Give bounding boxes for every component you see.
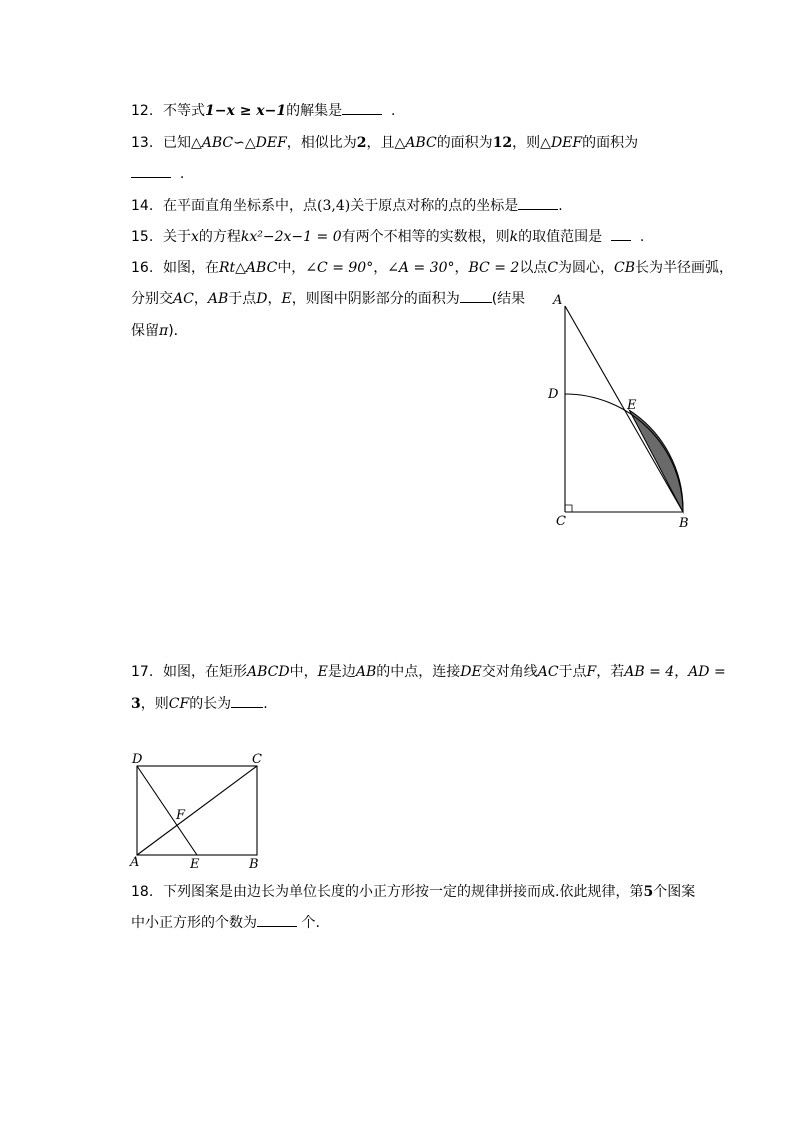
question-text: 下列图案是由边长为单位长度的小正方形按一定的规律拼接而成.依此规律，第 xyxy=(163,884,644,900)
segment-cf: CF xyxy=(168,696,190,712)
question-number: 17. xyxy=(131,664,154,680)
separator: ， xyxy=(454,260,469,276)
shaded-region xyxy=(629,410,683,512)
variable-x: x xyxy=(191,229,199,245)
question-text: 以点 xyxy=(519,260,548,276)
answer-blank[interactable] xyxy=(231,694,263,708)
answer-blank[interactable] xyxy=(518,196,558,210)
question-text: ，则图中阴影部分的面积为 xyxy=(291,291,460,307)
question-text: 中， xyxy=(277,260,306,276)
triangle-abc: △ABC xyxy=(394,135,437,151)
label-c: C xyxy=(556,514,566,529)
question-text: 的面积为 xyxy=(436,135,493,151)
label-e: E xyxy=(627,398,637,413)
point-e: E xyxy=(317,664,328,680)
question-14 xyxy=(131,196,563,216)
point-d: D xyxy=(256,291,268,307)
separator: ， xyxy=(373,260,388,276)
question-text: 中小正方形的个数为 xyxy=(131,915,257,931)
label-a: A xyxy=(130,855,140,870)
period: . xyxy=(558,198,563,214)
question-17-line-2 xyxy=(131,694,268,714)
question-text: 的方程 xyxy=(198,229,241,245)
period: . xyxy=(639,229,645,245)
question-number: 16. xyxy=(131,260,154,276)
separator: ， xyxy=(193,291,208,307)
area-value: 12 xyxy=(492,135,513,151)
pattern-number: 5 xyxy=(643,884,654,900)
question-18-line-2 xyxy=(131,913,320,933)
answer-blank[interactable] xyxy=(460,289,492,303)
right-triangle: Rt△ABC xyxy=(219,260,278,276)
angle-c: ∠C = 90° xyxy=(305,260,374,276)
ab-value: AB = 4 xyxy=(624,664,675,680)
segment-de-line xyxy=(137,766,197,855)
question-18 xyxy=(131,882,695,902)
question-text: 在平面直角坐标系中，点 xyxy=(163,198,317,214)
segment-ac: AC xyxy=(173,291,194,307)
segment-ab: AB xyxy=(207,291,229,307)
angle-a: ∠A = 30° xyxy=(387,260,455,276)
separator: ， xyxy=(267,291,282,307)
point-coordinates: (3,4) xyxy=(317,198,351,214)
question-13-continued xyxy=(131,164,184,184)
answer-blank[interactable] xyxy=(257,913,297,927)
segment-ac: AC xyxy=(537,664,559,680)
question-text: 如图，在矩形 xyxy=(163,664,247,680)
question-text: )． xyxy=(168,323,188,339)
diagonal-ac xyxy=(137,766,257,855)
question-text: 的长为 xyxy=(189,696,232,712)
question-text: 中， xyxy=(289,664,318,680)
question-16-line-3 xyxy=(131,321,188,341)
rectangle-abcd: ABCD xyxy=(247,664,290,680)
question-text: 的中点，连接 xyxy=(376,664,461,680)
question-text: ，且 xyxy=(366,135,395,151)
point-c: C xyxy=(547,260,559,276)
question-number: 18. xyxy=(131,884,154,900)
question-text: ，则 xyxy=(140,696,169,712)
question-16-line-2 xyxy=(131,289,525,309)
side-ab xyxy=(565,306,683,512)
question-text: 不等式 xyxy=(163,103,205,119)
question-number: 13. xyxy=(131,135,154,151)
point-e: E xyxy=(281,291,292,307)
question-text: 的解集是 xyxy=(286,103,343,119)
answer-blank[interactable] xyxy=(131,164,171,178)
period: . xyxy=(263,696,268,712)
right-angle-mark xyxy=(565,505,572,512)
question-text: 有两个不相等的实数根，则 xyxy=(341,229,510,245)
ad-value: AD = xyxy=(688,664,726,680)
question-number: 12. xyxy=(131,103,154,119)
question-text: 个. xyxy=(301,915,320,931)
question-17 xyxy=(131,662,726,682)
segment-cb: CB xyxy=(614,260,636,276)
inequality: 1−x ≥ x−1 xyxy=(205,103,287,119)
label-c: C xyxy=(252,752,262,767)
label-b: B xyxy=(249,857,259,872)
label-e: E xyxy=(190,857,200,872)
label-a: A xyxy=(553,293,563,308)
question-text: ，则 xyxy=(512,135,541,151)
question-text: 的取值范围是 xyxy=(518,229,603,245)
ad-number: 3 xyxy=(131,696,141,712)
question-number: 14. xyxy=(131,198,154,214)
period: . xyxy=(179,166,185,182)
question-text: ，若 xyxy=(596,664,625,680)
variable-k: k xyxy=(509,229,519,245)
question-text: (结果 xyxy=(491,291,526,307)
question-text: 交对角线 xyxy=(481,664,538,680)
question-text: 于点 xyxy=(558,664,587,680)
point-f: F xyxy=(586,664,597,680)
period: . xyxy=(391,103,396,119)
question-text: 关于 xyxy=(163,229,191,245)
label-b: B xyxy=(679,516,689,531)
segment-de: DE xyxy=(460,664,482,680)
question-16 xyxy=(131,258,733,278)
question-text: ，相似比为 xyxy=(286,135,357,151)
question-text: 如图，在 xyxy=(163,260,219,276)
separator: ， xyxy=(674,664,689,680)
question-text: 分别交 xyxy=(131,291,173,307)
pi-symbol: π xyxy=(159,323,169,339)
question-15 xyxy=(131,227,644,247)
question-12 xyxy=(131,101,395,121)
question-13 xyxy=(131,133,638,153)
similarity-formula: △ABC∽△DEF xyxy=(191,135,287,151)
triangle-arc-figure xyxy=(540,290,700,535)
answer-blank[interactable] xyxy=(342,101,382,115)
equation: kx²−2x−1 = 0 xyxy=(240,229,342,245)
label-d: D xyxy=(132,752,143,767)
question-text: 于点 xyxy=(228,291,257,307)
question-text: 保留 xyxy=(131,323,159,339)
side-bc: BC = 2 xyxy=(468,260,520,276)
answer-blank[interactable] xyxy=(611,227,631,241)
label-d: D xyxy=(548,387,559,402)
triangle-def: △DEF xyxy=(540,135,583,151)
question-text: 为圆心， xyxy=(558,260,615,276)
ratio-value: 2 xyxy=(356,135,367,151)
question-text: 是边 xyxy=(327,664,356,680)
question-text: 个图案 xyxy=(653,884,696,900)
question-text: 关于原点对称的点的坐标是 xyxy=(350,198,519,214)
rectangle-figure xyxy=(125,748,275,873)
segment-ab: AB xyxy=(355,664,377,680)
question-number: 15. xyxy=(131,229,154,245)
question-text: 已知 xyxy=(163,135,191,151)
question-text: 的面积为 xyxy=(582,135,639,151)
question-text: 长为半径画弧， xyxy=(635,260,734,276)
label-f: F xyxy=(176,808,186,823)
